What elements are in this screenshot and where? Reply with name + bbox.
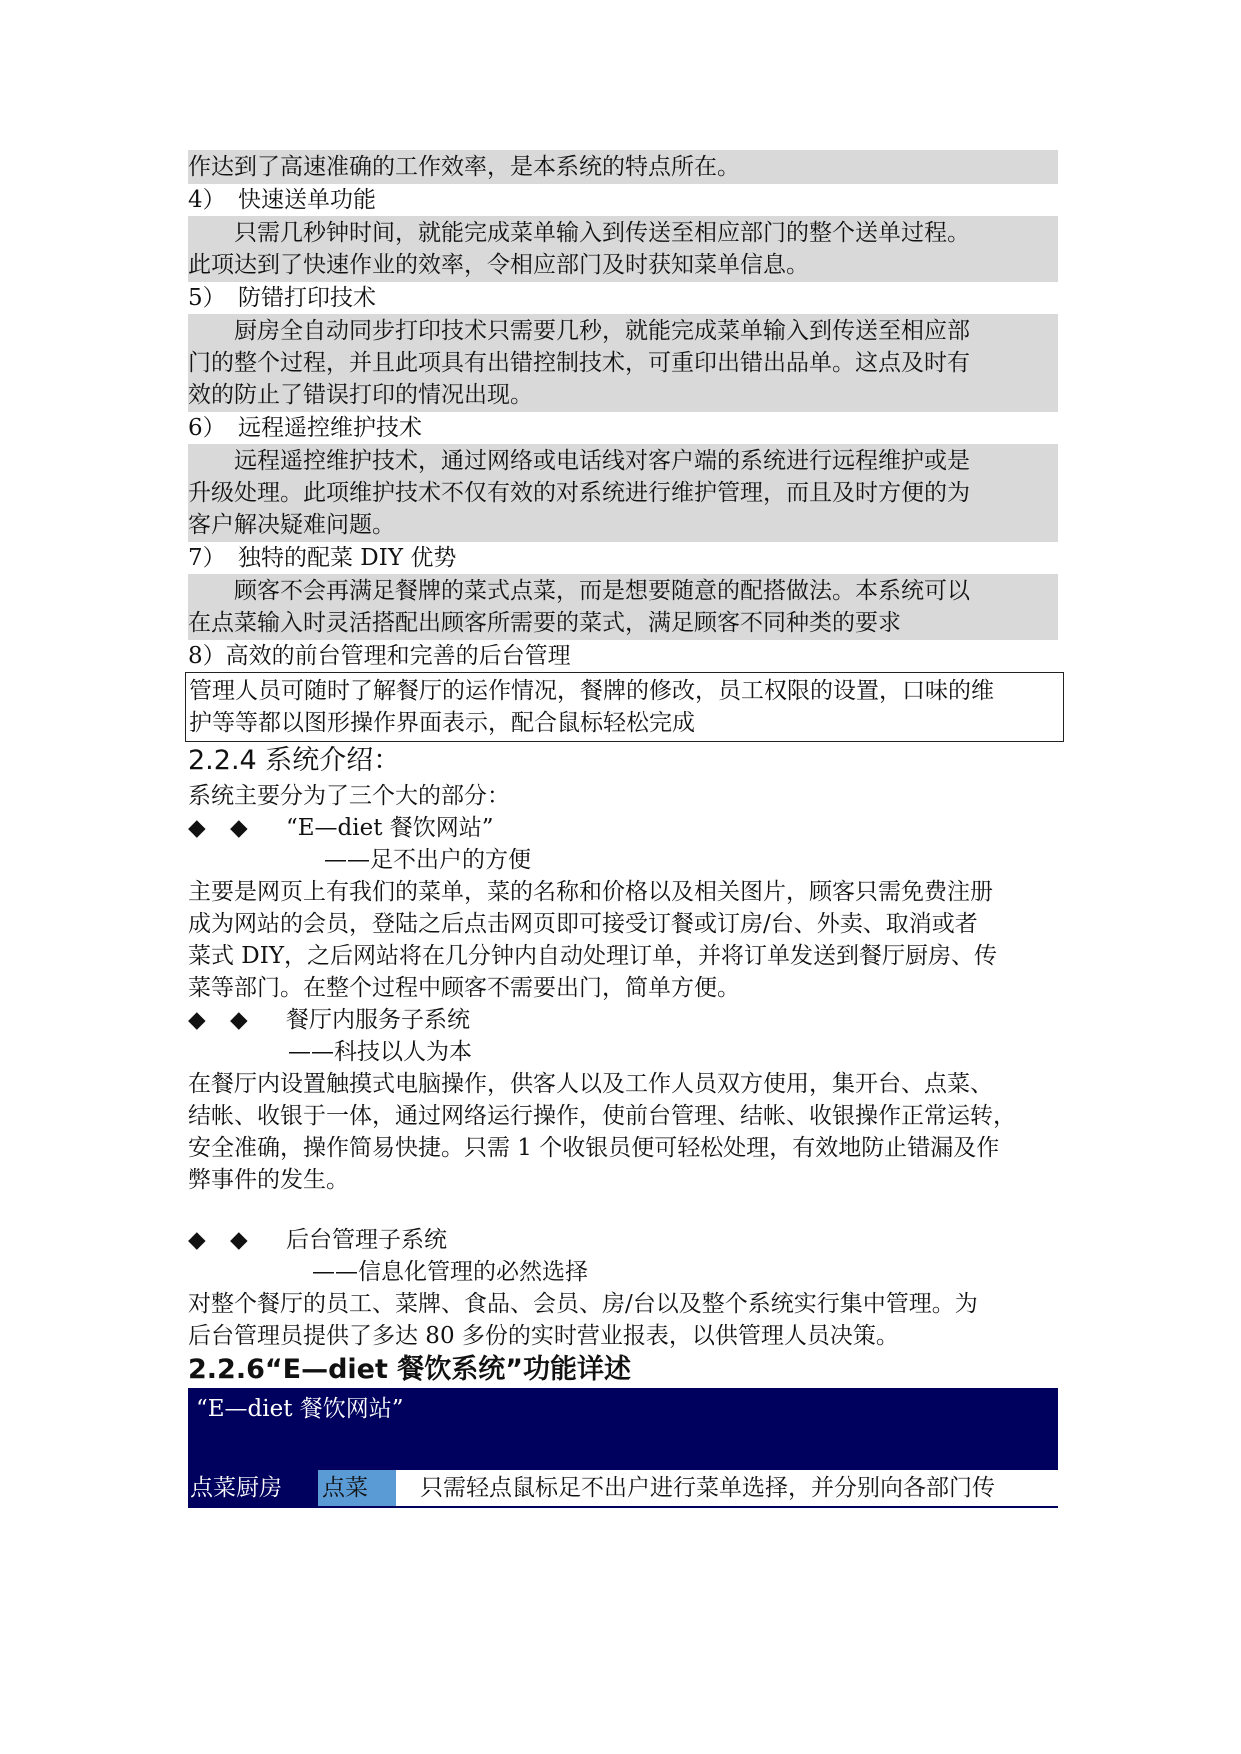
section-lead: 系统主要分为了三个大的部分： xyxy=(188,783,510,809)
bullet-heading-website xyxy=(188,812,1058,844)
section-title-224: 2.2.4 系统介绍： xyxy=(188,745,401,776)
section-title-226: 2.2.6“E—diet 餐饮系统”功能详述 xyxy=(188,1354,632,1385)
paragraph-line: 成为网站的会员，登陆之后点击网页即可接受订餐或订房/台、外卖、取消或者 xyxy=(188,911,978,937)
bullet-heading-restaurant xyxy=(188,1004,1058,1036)
heading-number: 4） xyxy=(188,187,226,213)
paragraph-line: 后台管理员提供了多达 80 多份的实时营业报表，以供管理人员决策。 xyxy=(188,1323,899,1349)
paragraph-line: 对整个餐厅的员工、菜牌、食品、会员、房/台以及整个系统实行集中管理。为 xyxy=(188,1291,978,1317)
table-cell-function: 点菜 xyxy=(318,1470,396,1506)
bullet-heading-backend xyxy=(188,1224,1058,1256)
heading-title: 快速送单功能 xyxy=(238,187,376,213)
paragraph-line: 结帐、收银于一体，通过网络运行操作，使前台管理、结帐、收银操作正常运转， xyxy=(188,1103,1016,1129)
slogan: ——信息化管理的必然选择 xyxy=(312,1259,588,1285)
slogan: ——科技以人为本 xyxy=(288,1039,472,1065)
paragraph-line: 远程遥控维护技术，通过网络或电话线对客户端的系统进行远程维护或是 xyxy=(234,448,970,474)
paragraph-line: 弊事件的发生。 xyxy=(188,1167,349,1193)
paragraph-line: 效的防止了错误打印的情况出现。 xyxy=(188,382,533,408)
highlight-block-7 xyxy=(188,574,1058,640)
bullet-label: 后台管理子系统 xyxy=(286,1227,447,1253)
feature-heading-5 xyxy=(188,282,1058,314)
heading-number: 5） xyxy=(188,285,226,311)
highlight-block-5 xyxy=(188,314,1058,412)
highlight-block-intro xyxy=(188,150,1058,184)
function-table xyxy=(188,1388,1058,1508)
highlight-block-4 xyxy=(188,216,1058,282)
feature-heading-6 xyxy=(188,412,1058,444)
feature-heading-7 xyxy=(188,542,1058,574)
bullet-label: 餐厅内服务子系统 xyxy=(286,1007,470,1033)
diamond-icon: ◆ xyxy=(188,815,206,841)
paragraph-line: 护等等都以图形操作界面表示，配合鼠标轻松完成 xyxy=(189,710,695,736)
paragraph-line: 客户解决疑难问题。 xyxy=(188,512,395,538)
spacer xyxy=(188,1196,1058,1224)
bullet-label: “E—diet 餐饮网站” xyxy=(286,815,494,841)
paragraph-line: 安全准确，操作简易快捷。只需 1 个收银员便可轻松处理，有效地防止错漏及作 xyxy=(188,1135,1000,1161)
diamond-icon: ◆ xyxy=(230,815,248,841)
paragraph-line: 门的整个过程，并且此项具有出错控制技术，可重印出错出品单。这点及时有 xyxy=(188,350,970,376)
paragraph-line: 菜式 DIY，之后网站将在几分钟内自动处理订单，并将订单发送到餐厅厨房、传 xyxy=(188,943,998,969)
slogan: ——足不出户的方便 xyxy=(324,847,531,873)
paragraph-line: 厨房全自动同步打印技术只需要几秒，就能完成菜单输入到传送至相应部 xyxy=(234,318,970,344)
heading-number: 6） xyxy=(188,415,226,441)
paragraph-line: 在餐厅内设置触摸式电脑操作，供客人以及工作人员双方使用，集开台、点菜、 xyxy=(188,1071,993,1097)
feature-heading-8: 8）高效的前台管理和完善的后台管理 xyxy=(188,643,571,669)
highlight-block-6 xyxy=(188,444,1058,542)
paragraph-line: 管理人员可随时了解餐厅的运作情况，餐牌的修改，员工权限的设置，口味的维 xyxy=(189,678,994,704)
boxed-block-8 xyxy=(185,672,1064,742)
heading-title: 远程遥控维护技术 xyxy=(238,415,422,441)
paragraph-line: 菜等部门。在整个过程中顾客不需要出门，简单方便。 xyxy=(188,975,740,1001)
diamond-icon: ◆ xyxy=(230,1007,248,1033)
table-row xyxy=(188,1468,1058,1508)
paragraph-line: 主要是网页上有我们的菜单，菜的名称和价格以及相关图片，顾客只需免费注册 xyxy=(188,879,993,905)
paragraph-line: 作达到了高速准确的工作效率，是本系统的特点所在。 xyxy=(188,154,740,180)
table-cell-description: 只需轻点鼠标足不出户进行菜单选择，并分别向各部门传 xyxy=(396,1470,1058,1506)
diamond-icon: ◆ xyxy=(188,1007,206,1033)
diamond-icon: ◆ xyxy=(188,1227,206,1253)
diamond-icon: ◆ xyxy=(230,1227,248,1253)
heading-title: 独特的配菜 DIY 优势 xyxy=(238,545,457,571)
paragraph-line: 升级处理。此项维护技术不仅有效的对系统进行维护管理，而且及时方便的为 xyxy=(188,480,970,506)
paragraph-line: 顾客不会再满足餐牌的菜式点菜，而是想要随意的配搭做法。本系统可以 xyxy=(234,578,970,604)
table-header: “E—diet 餐饮网站” xyxy=(196,1396,404,1422)
feature-heading-4 xyxy=(188,184,1058,216)
heading-number: 7） xyxy=(188,545,226,571)
heading-title: 防错打印技术 xyxy=(238,285,376,311)
paragraph-line: 在点菜输入时灵活搭配出顾客所需要的菜式，满足顾客不同种类的要求 xyxy=(188,610,901,636)
document-page xyxy=(188,150,1058,1508)
table-cell-category: 点菜厨房 xyxy=(190,1475,282,1501)
paragraph-line: 此项达到了快速作业的效率，令相应部门及时获知菜单信息。 xyxy=(188,252,809,278)
paragraph-line: 只需几秒钟时间，就能完成菜单输入到传送至相应部门的整个送单过程。 xyxy=(234,220,970,246)
